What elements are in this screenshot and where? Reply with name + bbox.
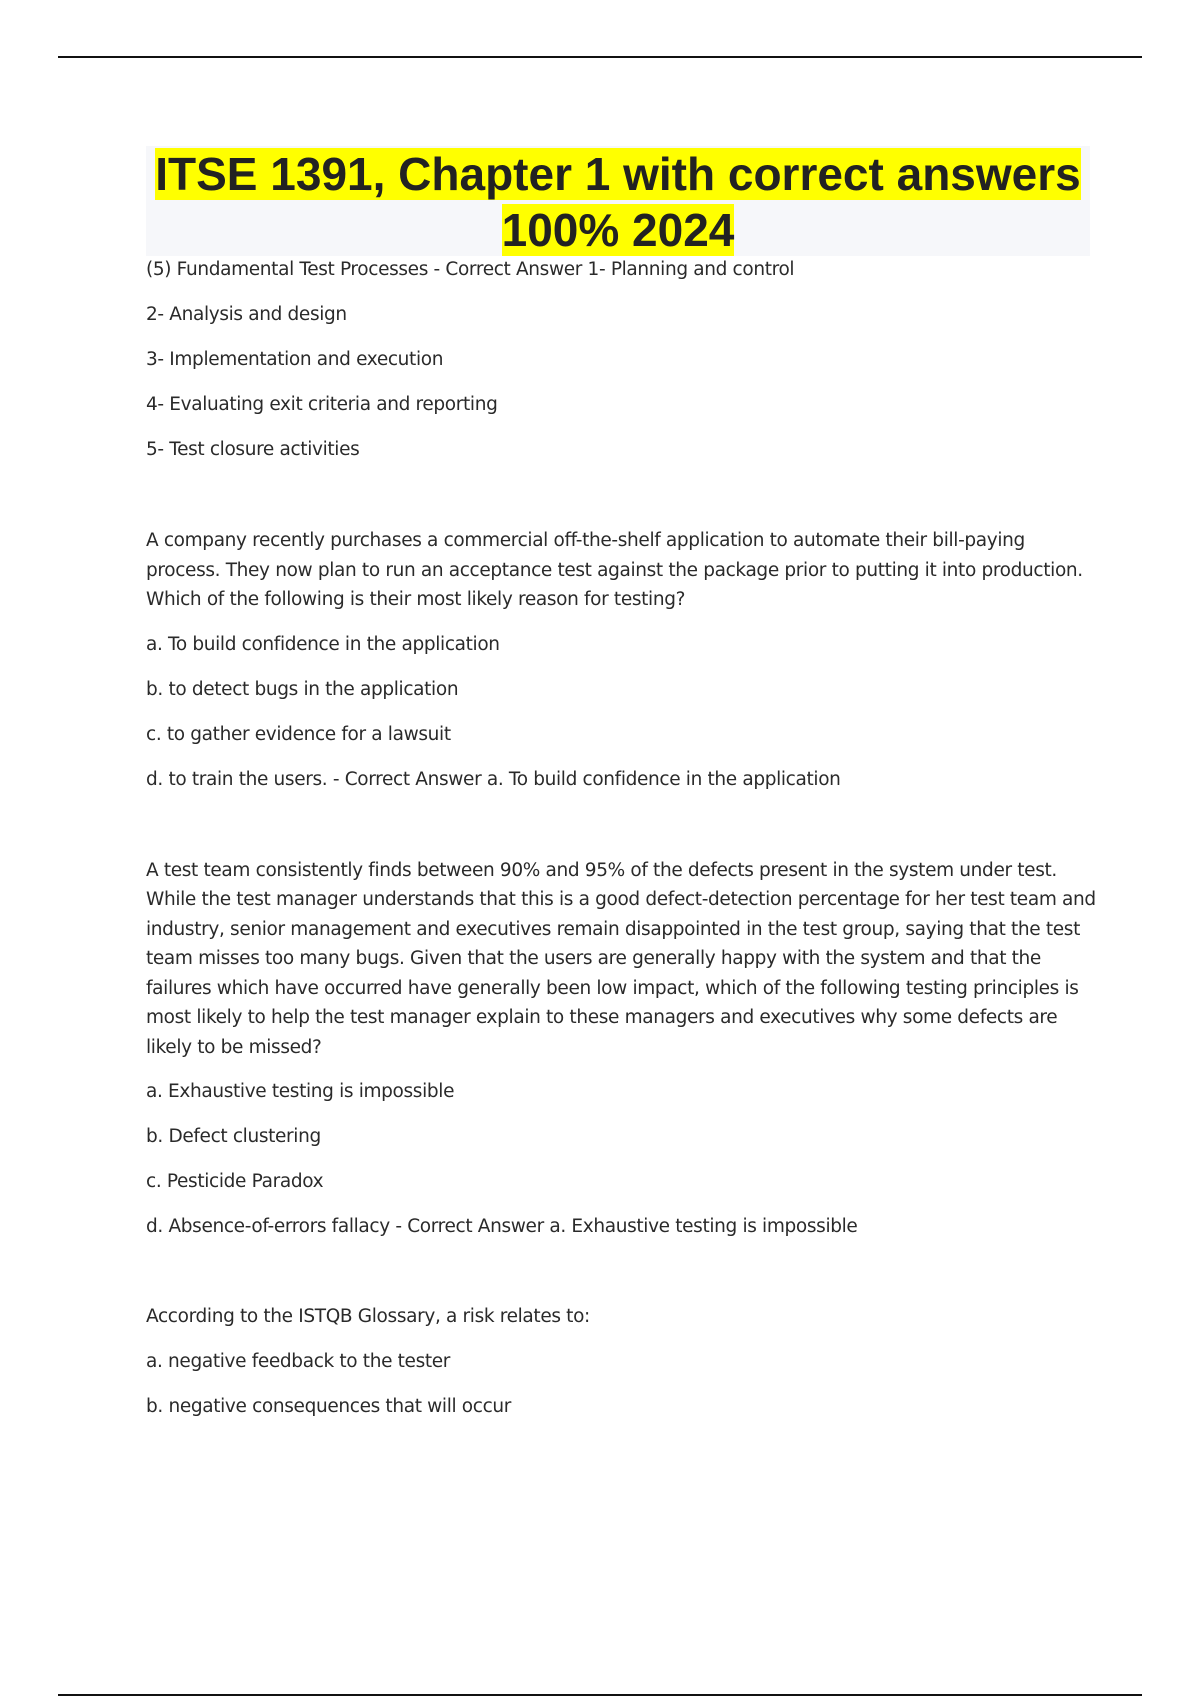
document-body — [146, 256, 1096, 1438]
q4-question: According to the ISTQB Glossary, a risk relates to: — [146, 1306, 590, 1327]
q1-question-line: (5) Fundamental Test Processes - Correct Answer 1- Planning and control — [146, 259, 795, 280]
q3-option: b. Defect clustering — [146, 1126, 321, 1147]
q2-question: A company recently purchases a commercial off-the-shelf application to automate their bill-paying process. They now plan to run an acceptance test against the package prior to putting it into production. Which of the following is their most likely reason for testing? — [146, 530, 1083, 610]
header-rule — [58, 56, 1142, 58]
q1-item: 5- Test closure activities — [146, 439, 360, 460]
q2-option: c. to gather evidence for a lawsuit — [146, 723, 451, 745]
footer-rule — [58, 1694, 1142, 1696]
title-highlight: ITSE 1391, Chapter 1 with correct answers 100% 2024 — [155, 148, 1081, 256]
spacer — [146, 811, 1096, 856]
q1-item: 4- Evaluating exit criteria and reporting — [146, 394, 498, 415]
q3-question: A test team consistently finds between 90% and 95% of the defects present in the system under test. While the test manager understands that this is a good defect-detection percentage for her test team and industry, senior management and executives remain disappointed in the test group, saying that the test team misses too many bugs. Given that the users are generally happy with the system and that the failures which have occurred have generally been low impact, which of the following testing principles is most likely to help the test manager explain to these managers and executives why some defects are likely to be missed? — [146, 859, 1096, 1058]
q3-option: a. Exhaustive testing is impossible — [146, 1081, 455, 1102]
q3-option-with-answer: d. Absence-of-errors fallacy - Correct Answer a. Exhaustive testing is impossible — [146, 1216, 858, 1237]
document-title — [146, 146, 1090, 258]
q1-item: 3- Implementation and execution — [146, 349, 444, 370]
q2-option-with-answer: d. to train the users. - Correct Answer a. To build confidence in the application — [146, 768, 841, 790]
q1-item: 2- Analysis and design — [146, 304, 347, 325]
q3-option: c. Pesticide Paradox — [146, 1171, 324, 1192]
q2-option: b. to detect bugs in the application — [146, 678, 459, 700]
spacer — [146, 481, 1096, 526]
q2-option: a. To build confidence in the application — [146, 633, 500, 655]
q4-option: a. negative feedback to the tester — [146, 1351, 451, 1372]
spacer — [146, 1258, 1096, 1303]
q4-option: b. negative consequences that will occur — [146, 1396, 512, 1417]
